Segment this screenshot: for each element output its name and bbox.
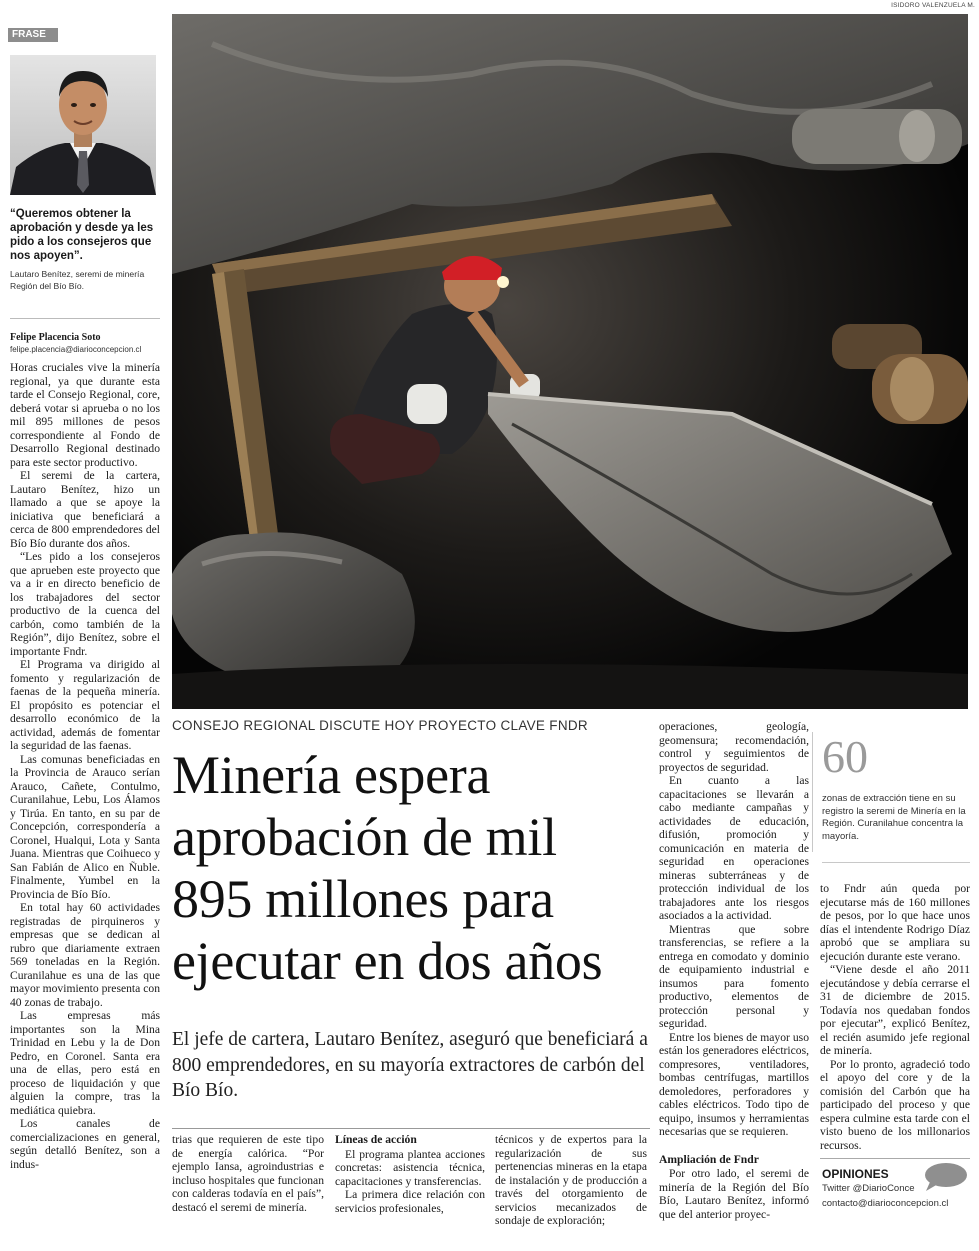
article-column-6 — [820, 882, 970, 1152]
portrait-illustration — [10, 55, 156, 195]
photo-credit: ISIDORO VALENZUELA M. — [891, 2, 975, 9]
stat-divider — [812, 732, 813, 852]
stat-caption: zonas de extracción tiene en su registro la seremi de Minería en la Región. Curanilahue concentra la mayoría. — [822, 793, 966, 842]
opinions-label: OPINIONES — [822, 1167, 889, 1181]
subhead: Líneas de acción — [335, 1133, 417, 1146]
headline-line: aprobación de mil — [172, 807, 557, 867]
article-column-5 — [659, 720, 809, 1251]
paragraph: Las empresas más importantes son la Mina Trinidad en Lebu y la de Don Pedro, en Coronel. Santa era una de ellas, pero está en proceso de liquidación y que alguien la compre, tras la mediática quiebra. — [10, 1009, 160, 1117]
headline-line: 895 millones para — [172, 869, 554, 929]
coal-mine-illustration — [172, 14, 968, 709]
headline-line: Minería espera — [172, 745, 491, 805]
divider — [10, 318, 160, 319]
quote-attribution: Lautaro Benítez, seremi de minería Región del Bío Bío. — [10, 269, 145, 291]
paragraph: Entre los bienes de mayor uso están los generadores eléctricos, compresores, ventiladores, bombas centrífugas, martillos demoledores, perforadores y cables eléctricos. Todo tipo de equipo, insumos y herramientas necesarias que se requieren. — [659, 1030, 809, 1138]
divider — [172, 1128, 650, 1129]
paragraph: El programa plantea acciones concretas: asistencia técnica, capacitaciones y transferencias. — [335, 1147, 485, 1188]
pull-quote: “Queremos obtener la aprobación y desde ya les pido a los consejeros que nos apoyen”. — [10, 208, 154, 262]
mine-photo — [172, 14, 968, 709]
article-column-3 — [335, 1133, 485, 1251]
byline-name: Felipe Placencia Soto — [10, 332, 101, 343]
contact-email[interactable]: contacto@diarioconcepcion.cl — [822, 1198, 949, 1209]
byline-email[interactable]: felipe.placencia@diarioconcepcion.cl — [10, 345, 142, 354]
paragraph: “Les pido a los consejeros que aprueben este proyecto que va a ir en directo beneficio de los trabajadores del sector productivo de la cuenca del carbón, como también de la Región”, dijo Benítez, sobre el importante Fndr. — [10, 550, 160, 658]
paragraph: Horas cruciales vive la minería regional, ya que durante esta tarde el Consejo Regional, core, deberá votar si aprueba o no los mil 895 millones de pesos correspondiente al Fondo de Desarrollo Regional destinado para este sector productivo. — [10, 361, 160, 469]
paragraph: Los canales de comercializaciones en general, según detalló Benítez, son a indus- — [10, 1117, 160, 1171]
kicker: CONSEJO REGIONAL DISCUTE HOY PROYECTO CLAVE FNDR — [172, 718, 588, 733]
paragraph: En total hay 60 actividades registradas de pirquineros y empresas que se dedican al rubro que diariamente extraen 569 toneladas en la Región. Curanilahue es una de las que mayor movimiento presenta con 40 zonas de trabajo. — [10, 901, 160, 1009]
article-column-1 — [10, 361, 160, 1246]
headline-line: ejecutar en dos años — [172, 931, 603, 991]
speech-bubble-icon — [922, 1162, 968, 1192]
paragraph: El Programa va dirigido al fomento y regularización de faenas de la pequeña minería. El propósito es potenciar el desarrollo económico de la actividad, además de fomentar la seguridad de las faenas. — [10, 658, 160, 752]
paragraph: trias que requieren de este tipo de energía calórica. “Por ejemplo Iansa, agroindustrias e incluso hospitales que funcionan con calderas todavía en el país”, destacó el seremi de minería. — [172, 1133, 324, 1214]
article-column-2 — [172, 1133, 324, 1251]
divider — [822, 862, 970, 863]
paragraph: “Viene desde el año 2011 ejecutándose y debía cerrarse el 31 de diciembre de 2015. Todavía nos quedaban fondos por ejecutar”, explicó Benítez, el recién asumido jefe regional de minería. — [820, 963, 970, 1057]
paragraph: Por lo pronto, agradeció todo el apoyo del core y de la comisión del Carbón que ha participado del proceso y que espera culmine esta tarde con el visto bueno de los millonarios recursos. — [820, 1057, 970, 1152]
subhead: Ampliación de Fndr — [659, 1152, 759, 1166]
twitter-handle[interactable]: Twitter @DiarioConce — [822, 1183, 915, 1194]
divider — [820, 1158, 970, 1159]
paragraph: operaciones, geología, geomensura; recomendación, control y seguimientos de proyectos de seguridad. — [659, 720, 809, 774]
frase-tag: FRASE — [8, 28, 58, 42]
portrait-photo — [10, 55, 156, 195]
paragraph: El seremi de la cartera, Lautaro Benítez, hizo un llamado a que se apoye la iniciativa que beneficiará a cerca de 800 emprendedores del Bío Bío durante dos años. — [10, 469, 160, 550]
paragraph: Las comunas beneficiadas en la Provincia de Arauco serían Arauco, Cañete, Contulmo, Curanilahue, Lebu, Los Álamos y Tirúa. En tanto, en su par de Concepción, correspondería a Coronel, Hualqui, Lota y Santa Juana. Mientras que Coihueco y San Fabián de Alico en Ñuble. Finalmente, Yumbel en la Provincia de Bío Bío. — [10, 752, 160, 901]
article-column-4 — [495, 1133, 647, 1251]
paragraph: En cuanto a las capacitaciones se llevarán a cabo mediante campañas y actividades de educación, difusión, promoción y comunicación en materia de seguridad en operaciones mineras subterráneas y de protección individual de los trabajadores ante los riesgos asociados a la actividad. — [659, 774, 809, 922]
stat-number: 60 — [822, 731, 868, 782]
paragraph: Mientras que sobre transferencias, se refiere a la entrega en comodato y dominio de equipamiento industrial e insumos para fomento productivo, elementos de protección personal y seguridad. — [659, 922, 809, 1030]
paragraph: técnicos y de expertos para la regularización de sus pertenencias mineras en la etapa de instalación y de producción a través del otorgamiento de servicios mecanizados de sondaje de exploración; — [495, 1133, 647, 1227]
paragraph: La primera dice relación con servicios profesionales, — [335, 1188, 485, 1215]
deck: El jefe de cartera, Lautaro Benítez, aseguró que beneficiará a 800 emprendedores, en su mayoría extractores de carbón del Bío Bío. — [172, 1029, 648, 1101]
headline — [172, 744, 652, 992]
paragraph: Por otro lado, el seremi de minería de la Región del Bío Bío, Lautaro Benítez, informó que del anterior proyec- — [659, 1167, 809, 1221]
paragraph: to Fndr aún queda por ejecutarse más de 160 millones de pesos, por lo que hace unos días el intendente Rodrigo Díaz aprobó que se ampliara su ejecución durante este verano. — [820, 882, 970, 963]
